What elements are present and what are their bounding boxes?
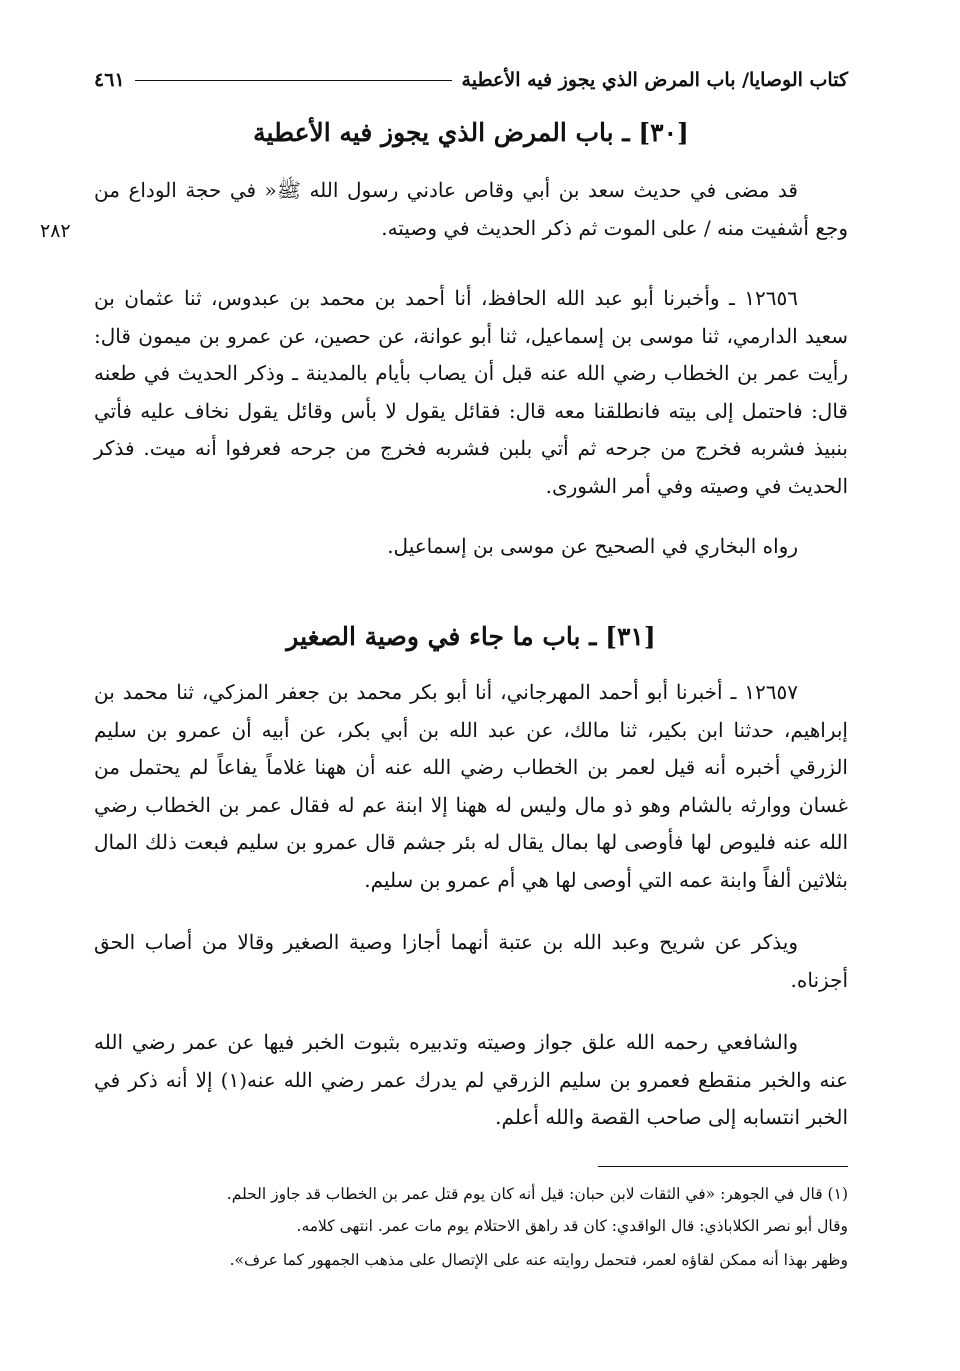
footnote-rule (598, 1166, 848, 1167)
paragraph: ويذكر عن شريح وعبد الله بن عتبة أنهما أجازا وصية الصغير وقالا من أصاب الحق أجزناه. (94, 930, 848, 992)
footnote-line: وظهر بهذا أنه ممكن لقاؤه لعمر، فتحمل روايته عنه على الإتصال على مذهب الجمهور كما عرف». (229, 1251, 848, 1269)
section-heading-31: [٣١] ـ باب ما جاء في وصية الصغير (286, 622, 656, 651)
header-rule (135, 80, 452, 81)
section-heading-30: [٣٠] ـ باب المرض الذي يجوز فيه الأعطية (253, 118, 689, 147)
paragraph: رواه البخاري في الصحيح عن موسى بن إسماعيل. (387, 534, 798, 558)
footnote-line: (١) قال في الجوهر: «في الثقات لابن حبان: قيل أنه كان يوم قتل عمر بن الخطاب قد جاوز الحلم. (226, 1185, 848, 1203)
paragraph: قد مضى في حديث سعد بن أبي وقاص عادني رسول الله ﷺ« في حجة الوداع من وجع أشفيت منه / على الموت ثم ذكر الحديث في وصيته. (94, 178, 848, 240)
paragraph: ١٢٦٥٦ ـ وأخبرنا أبو عبد الله الحافظ، أنا أحمد بن محمد بن عبدوس، ثنا عثمان بن سعيد الدارمي، ثنا موسى بن إسماعيل، ثنا أبو عوانة، عن حصين، عن عمرو بن ميمون قال: رأيت عمر بن الخطاب رضي الله عنه قبل أن يصاب بأيام بالمدينة ـ وذكر الحديث في طعنه قال: فاحتمل إلى بيته فانطلقنا معه قال: فقائل يقول لا بأس وقائل يقول نخاف عليه فأتي بنبيذ فشربه فخرج من جرحه ثم أتي بلبن فشربه فخرج من جرحه فعرفوا أنه ميت. فذكر الحديث في وصيته وفي أمر الشورى. (94, 286, 848, 498)
paragraph: والشافعي رحمه الله علق جواز وصيته وتدبيره بثبوت الخبر فيها عن عمر رضي الله عنه والخبر منقطع فعمرو بن سليم الزرقي لم يدرك عمر رضي الله عنه(١) إلا أنه ذكر في الخبر انتسابه إلى صاحب القصة والله أعلم. (94, 1030, 849, 1129)
running-title: كتاب الوصايا/ باب المرض الذي يجوز فيه الأعطية (461, 69, 848, 91)
manuscript-page-note: ٢٨٢ (40, 220, 71, 242)
footnote-line: وقال أبو نصر الكلاباذي: قال الواقدي: كان قد راهق الاحتلام يوم مات عمر. انتهى كلامه. (296, 1217, 848, 1235)
page-header (94, 62, 848, 98)
page-number: ٤٦١ (94, 69, 125, 91)
paragraph: ١٢٦٥٧ ـ أخبرنا أبو أحمد المهرجاني، أنا أبو بكر محمد بن جعفر المزكي، ثنا محمد بن إبراهيم، حدثنا ابن بكير، ثنا مالك، عن عبد الله بن أبي بكر، عن أبيه أن عمرو بن سليم الزرقي أخبره أنه قيل لعمر بن الخطاب رضي الله عنه أن ههنا غلاماً يفاعاً لم يحتمل من غسان ووارثه بالشام وهو ذو مال وليس له ههنا إلا ابنة عم له فقال عمر بن الخطاب رضي الله عنه فليوص لها فأوصى لها بمال يقال له بئر جشم قال عمرو بن سليم فبعت ذلك المال بثلاثين ألفاً وابنة عمه التي أوصى لها هي أم عمرو بن سليم. (94, 680, 848, 892)
